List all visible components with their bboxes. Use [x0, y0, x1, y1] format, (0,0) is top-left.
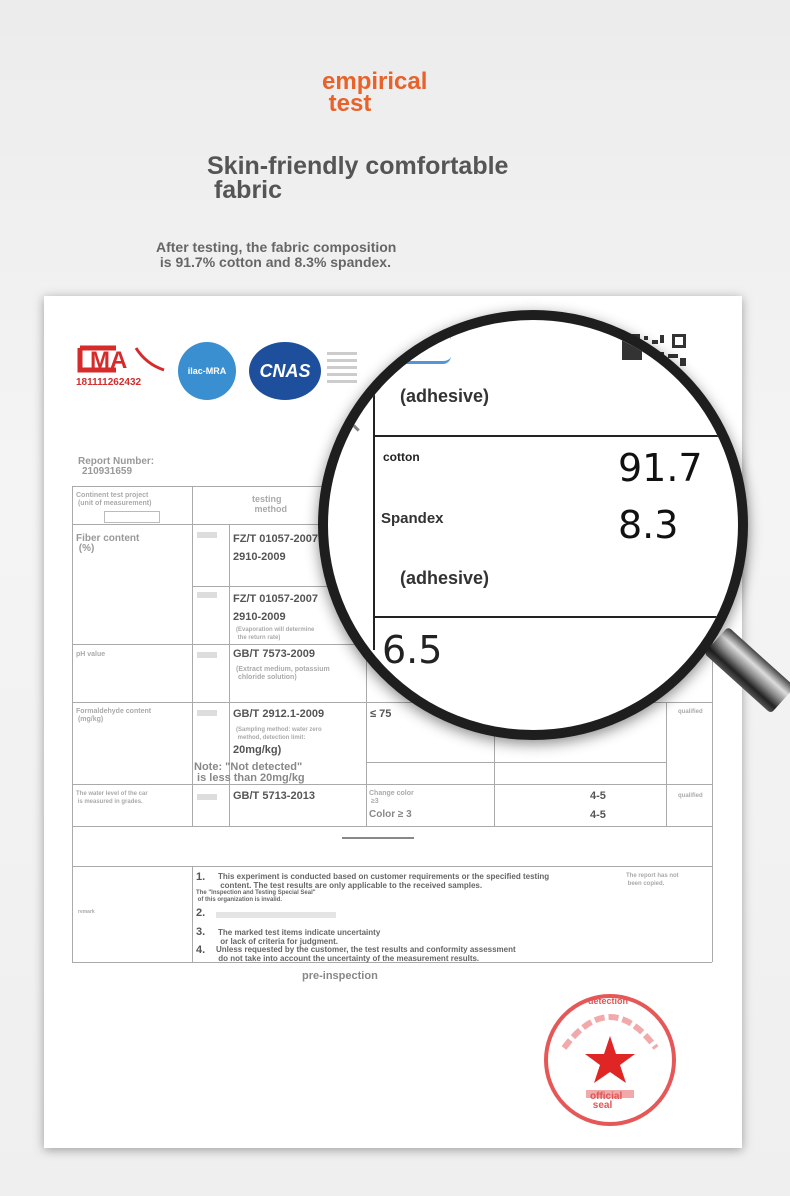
page-title: empirical test [322, 68, 428, 117]
cell-glyph [197, 532, 217, 538]
svg-text:MA: MA [90, 347, 128, 374]
divider [342, 837, 414, 839]
formaldehyde-limit-value: ≤ 75 [370, 708, 392, 720]
remark-num-1: 1. [196, 871, 206, 883]
remark-num-2: 2. [196, 907, 206, 919]
detection-note: Note: "Not detected" is less than 20mg/kg [194, 761, 305, 784]
report-number: 210931659 [82, 466, 133, 477]
row-water-level: The water level of the car is measured in grades. [76, 791, 148, 805]
lens-adhesive-1: (adhesive) [400, 386, 490, 406]
lens-ph-value: 6.5 [382, 628, 443, 672]
col-header-stamp [104, 511, 160, 523]
lens-spandex-value: 8.3 [618, 503, 679, 547]
cma-number: 181111262432 [76, 377, 142, 388]
report-number-label: Report Number: [78, 456, 155, 467]
lens-qr-fragment [622, 334, 642, 360]
col-header-project: Continent test project (unit of measurement) [76, 492, 152, 507]
composition-description: After testing, the fabric composition is 91.7% cotton and 8.3% spandex. [156, 239, 397, 270]
cell-glyph [197, 710, 217, 716]
remark-label: remark [78, 909, 95, 915]
copied-note: The report has not been copied. [626, 873, 679, 887]
remark-4: Unless requested by the customer, the test results and conformity assessment do not take into account the uncertainty of the measurement results. [216, 945, 516, 963]
change-color-label: Change color ≥3 [369, 790, 414, 805]
cell-glyph [197, 794, 217, 800]
method-ph-note: (Extract medium, potassium chloride solution) [236, 666, 330, 681]
remark-3: The marked test items indicate uncertainty or lack of criteria for judgment. [218, 928, 381, 946]
method-fiber-2-note: (Evaporation will determine the return rate) [236, 627, 315, 641]
method-formaldehyde-limit: 20mg/kg) [233, 744, 282, 756]
lens-spandex-label: Spandex [381, 510, 444, 527]
grade-value-2: 4-5 [590, 809, 606, 821]
lens-cotton-label: cotton [383, 450, 420, 464]
magnifier-lens [318, 310, 748, 740]
cell-glyph [197, 592, 217, 598]
cma-logo [76, 344, 168, 388]
lens-logo-fragment [388, 332, 451, 364]
ilac-label: ilac-MRA [187, 366, 227, 376]
ilac-mra-logo [178, 342, 236, 400]
remark-num-4: 4. [196, 944, 206, 956]
method-ph: GB/T 7573-2009 [233, 648, 315, 660]
col-header-method: testing method [252, 494, 287, 514]
seal-top-text: detection [588, 996, 629, 1006]
qualified-formaldehyde: qualified [678, 709, 703, 715]
remark-2-text [216, 912, 336, 918]
grade-value-1: 4-5 [590, 790, 606, 802]
method-formaldehyde-note: (Sampling method: water zero method, detection limit: [236, 727, 322, 741]
lens-cotton-value: 91.7 [618, 446, 703, 490]
remark-num-3: 3. [196, 926, 206, 938]
cnas-label: CNAS [259, 360, 311, 381]
row-ph-value: pH value [76, 651, 106, 658]
qualified-water: qualified [678, 793, 703, 799]
lens-glyph-fragment [327, 413, 360, 446]
official-seal [542, 992, 678, 1128]
cnas-logo [249, 342, 321, 400]
remark-1: This experiment is conducted based on customer requirements or the specified testing content. The test results are only applicable to the received samples. [218, 872, 550, 890]
color-grade-label: Color ≥ 3 [369, 809, 412, 820]
method-fiber-2: FZ/T 01057-2007 2910-2009 [233, 593, 318, 623]
method-water-level: GB/T 5713-2013 [233, 790, 315, 802]
remark-invalid-seal: The "Inspection and Testing Special Seal" of this organization is invalid. [196, 890, 316, 903]
method-fiber-1: FZ/T 01057-2007 2910-2009 [233, 533, 318, 563]
page-subtitle: Skin-friendly comfortable fabric [207, 152, 509, 204]
method-formaldehyde: GB/T 2912.1-2009 [233, 708, 325, 720]
pre-inspection-label: pre-inspection [302, 970, 378, 982]
cell-glyph [197, 652, 217, 658]
seal-bottom-text: official seal [590, 1091, 623, 1111]
row-formaldehyde: Formaldehyde content (mg/kg) [76, 708, 152, 723]
lens-adhesive-2: (adhesive) [400, 568, 490, 588]
row-fiber-content: Fiber content (%) [76, 533, 140, 554]
cma-icon [76, 344, 168, 374]
